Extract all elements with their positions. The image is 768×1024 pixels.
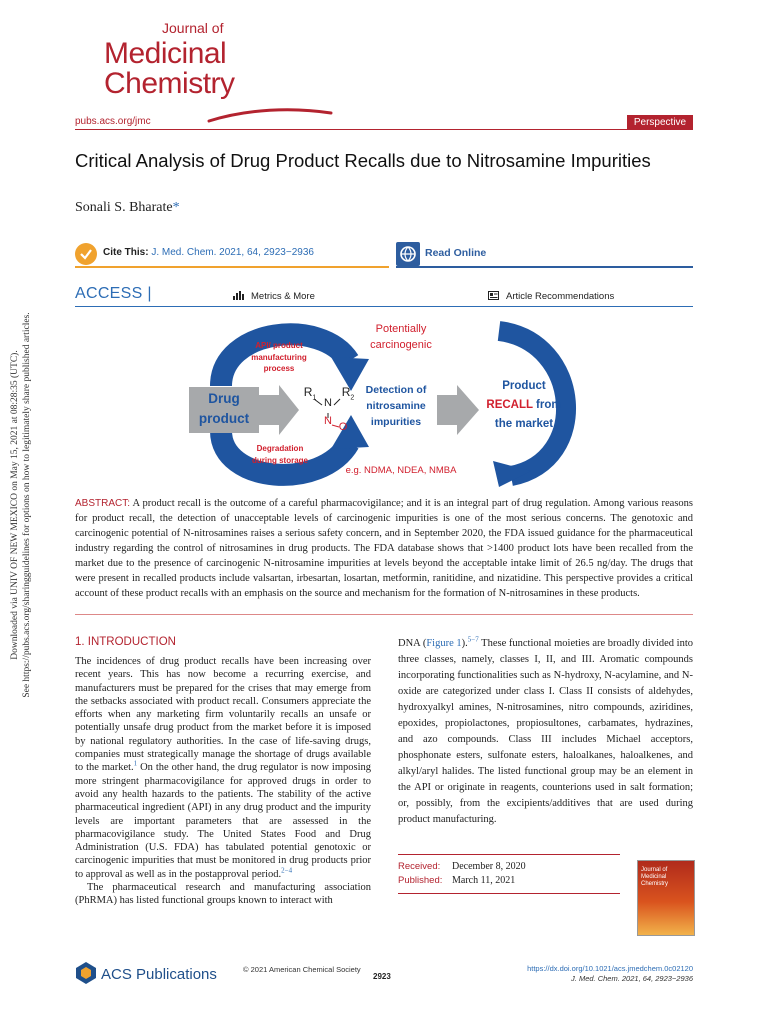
- cover-title: [641, 867, 668, 888]
- drug-line1: Drug: [208, 391, 240, 406]
- cite-underline: [75, 266, 389, 268]
- download-notice-line2: See https://pubs.acs.org/sharingguidelines for options on how to legitimately share published articles.: [22, 312, 32, 698]
- api-line2: manufacturing: [251, 352, 307, 362]
- received-date: December 8, 2020: [452, 861, 526, 872]
- article-list-icon: [488, 291, 499, 300]
- author-name[interactable]: Sonali S. Bharate: [75, 200, 173, 215]
- api-process-label: [239, 340, 319, 375]
- right-column: [398, 636, 693, 828]
- abstract-label: ABSTRACT:: [75, 498, 131, 509]
- figure-1-link[interactable]: Figure 1: [426, 638, 462, 649]
- p1-text-b: On the other hand, the drug regulator is now imposing more stringent pharmacovigilance for approved drugs in order to avoid any health hazards to the patients. The stability of the active pharmaceutical ingredient (API) in any drug product and the impurity levels are important parameters that are assessed in the pharmacovigilance study. The United States Food and Drug Administration (U.S. FDA) has tabulated potential genotoxic or carcinogenic impurities that must be monitored in drug products prior to approval as well as in the postapproval period.: [75, 762, 371, 880]
- recommendations-label: Article Recommendations: [506, 291, 615, 302]
- header-rule: [75, 129, 693, 130]
- journal-url[interactable]: pubs.acs.org/jmc: [75, 116, 151, 127]
- author-line: [75, 200, 180, 216]
- published-date: March 11, 2021: [452, 875, 516, 886]
- abstract: [75, 496, 693, 601]
- r-text-a: DNA (: [398, 638, 427, 649]
- carcinogenic-label: [341, 321, 461, 353]
- globe-icon[interactable]: [396, 242, 420, 266]
- received-label: Received:: [398, 861, 441, 872]
- r2-label: R: [341, 385, 351, 399]
- degradation-line1: Degradation: [256, 444, 304, 453]
- section-heading: 1. INTRODUCTION: [75, 636, 176, 648]
- p1-text-a: The incidences of drug product recalls have been increasing over recent years. This has now become a recurring exercise, and manufacturers must be prepared for the crises that may emerge from the setbacks associated with product recall. Consumers appreciate the efforts when any marketing firm voluntarily recalls an unsafe or potentially unsafe drug product from the market before it is imposed by national regulatory authorities. In the case of life-saving drugs, companies must strategically manage the shortage of drugs available to the market.: [75, 656, 371, 774]
- journal-cover-thumbnail[interactable]: [637, 860, 695, 936]
- ref-1[interactable]: 1: [133, 759, 138, 768]
- abstract-text: A product recall is the outcome of a careful pharmacovigilance; and it is an integral part of drug regulation. Among various reasons for product recall, the detection of unacceptable levels of carcinogenic impurities is one of the most serious concerns. The genotoxic and carcinogenic potential of N-nitrosamines raises a serious safety concern, and in September 2020, the FDA issued guidance for the pharmaceutical industry regarding the control of nitrosamines in drug products. The FDA database shows that >1400 product lots have been recalled from the market due to the presence of carcinogenic N-nitrosamine impurities at levels beyond the acceptable intake limit of 26.5 ng/day. The drugs that were present in recalled products include valsartan, irbesartan, losartan, metformin, ranitidine, and nizatidine. This perspective provides a critical account of these product recalls with an emphasis on the source and mechanism for the formation of N-nitrosamines in these products.: [75, 498, 693, 599]
- article-dates: [398, 854, 620, 894]
- intro-paragraph-2: The pharmaceutical research and manufacturing association (PhRMA) has listed functional groups known to interact with: [75, 882, 371, 907]
- r-text-b: ).: [461, 638, 468, 649]
- recall-word: RECALL: [486, 399, 533, 411]
- drug-product-label: [189, 389, 259, 429]
- detection-to-recall-arrow: [437, 385, 479, 435]
- api-line3: process: [263, 364, 295, 373]
- r-text-c: These functional moieties are broadly divided into three classes, namely, classes I, II, and III. Aromatic compounds incorporating functionalities such as N-hydroxy, N-acylamine, and N-oxide are categorized under class I. Class II consists of aldehydes, hydroxyalkyl amines, N-nitrosamines, nitro compounds, aziridines, epoxides, propiolactones, propiosultones, carbamates, hydrazines, and azo compounds. Class III includes Michael acceptors, phosphonate esters, sulfonate esters, haloalkanes, haloalkenes, and alkyl/aryl halides. The listed functional group may be an element in the API or originate in reagents, counterions used in salt formation; or, possibly, from the excipients/additives that are used during product manufacturing.: [398, 638, 693, 825]
- doi-link[interactable]: https://dx.doi.org/10.1021/acs.jmedchem.0c02120: [527, 964, 693, 973]
- right-paragraph: [398, 636, 693, 828]
- recall-line3: the market: [494, 418, 554, 430]
- cite-icon[interactable]: [75, 243, 97, 265]
- recall-label: [479, 377, 569, 434]
- copyright: © 2021 American Chemical Society: [243, 965, 361, 974]
- detection-line1: Detection of: [365, 384, 427, 396]
- detection-line2: nitrosamine: [366, 400, 426, 412]
- bar-chart-icon: [233, 291, 244, 300]
- r1-subscript: 1: [312, 394, 317, 402]
- journal-name-line1: Medicinal: [104, 37, 227, 70]
- metrics-link[interactable]: [233, 291, 315, 302]
- download-notice-line1: Downloaded via UNIV OF NEW MEXICO on May 15, 2021 at 08:28:35 (UTC).: [10, 350, 20, 660]
- journal-of-text: Journal of: [162, 20, 224, 36]
- api-line1: API/ product: [255, 341, 303, 350]
- carcinogenic-line2: carcinogenic: [370, 339, 432, 351]
- drug-to-mechanism-arrow: [259, 385, 299, 435]
- cite-label: Cite This:: [103, 247, 149, 258]
- carcinogenic-line1: Potentially: [375, 323, 427, 335]
- r2-subscript: 2: [350, 394, 355, 402]
- r1-group: [301, 385, 319, 401]
- recall-from: from: [532, 399, 562, 411]
- detection-label: [357, 382, 435, 430]
- access-divider: |: [142, 285, 152, 302]
- received-row: [398, 860, 620, 874]
- page-number: 2923: [373, 972, 391, 981]
- corresponding-author-mark[interactable]: *: [172, 200, 180, 215]
- ref-5-7[interactable]: 5−7: [467, 635, 479, 644]
- cite-this[interactable]: [103, 247, 314, 258]
- read-online-link[interactable]: Read Online: [425, 247, 487, 259]
- read-online-underline: [396, 266, 693, 268]
- recommendations-link[interactable]: [488, 291, 614, 302]
- drug-line2: product: [198, 411, 250, 426]
- oxygen-atom: O: [338, 421, 348, 433]
- cover-line1: Journal of: [641, 867, 668, 873]
- download-notice: [9, 222, 33, 788]
- intro-paragraph-1: [75, 655, 371, 881]
- journal-name-line2: Chemistry: [104, 67, 235, 100]
- abstract-rule: [75, 614, 693, 615]
- access-label: ACCESS: [75, 285, 143, 302]
- footer-journal-ref: J. Med. Chem. 2021, 64, 2923−2936: [571, 974, 693, 983]
- access-rule: [75, 306, 693, 307]
- examples-label: e.g. NDMA, NDEA, NMBA: [345, 465, 457, 476]
- metrics-label: Metrics & More: [251, 291, 315, 302]
- acs-publications-logo[interactable]: [75, 961, 217, 985]
- left-column: [75, 655, 371, 908]
- toc-graphic: [181, 321, 579, 488]
- published-label: Published:: [398, 875, 443, 886]
- r2-group: [339, 385, 357, 401]
- detection-line3: impurities: [370, 416, 422, 428]
- published-row: [398, 874, 620, 888]
- n-top-atom: N: [324, 397, 332, 409]
- article-title: Critical Analysis of Drug Product Recalls due to Nitrosamine Impurities: [75, 150, 651, 171]
- recall-line1: Product: [502, 380, 546, 392]
- recall-line2: [479, 396, 569, 415]
- cover-line3: Chemistry: [641, 881, 669, 887]
- cover-line2: Medicinal: [641, 874, 667, 880]
- n-bottom-atom: N: [324, 415, 332, 427]
- cite-reference[interactable]: J. Med. Chem. 2021, 64, 2923−2936: [151, 247, 314, 258]
- ref-2-4[interactable]: 2−4: [281, 866, 293, 875]
- article-type-badge: Perspective: [627, 115, 693, 130]
- logo-swoosh-icon: [207, 105, 333, 125]
- degradation-line2: during storage: [251, 455, 308, 465]
- publisher-name: ACS Publications: [101, 966, 217, 983]
- degradation-label: [239, 443, 321, 466]
- acs-hexagon-icon: [75, 961, 97, 985]
- access-indicator: [75, 285, 152, 303]
- r1-label: R: [303, 385, 313, 399]
